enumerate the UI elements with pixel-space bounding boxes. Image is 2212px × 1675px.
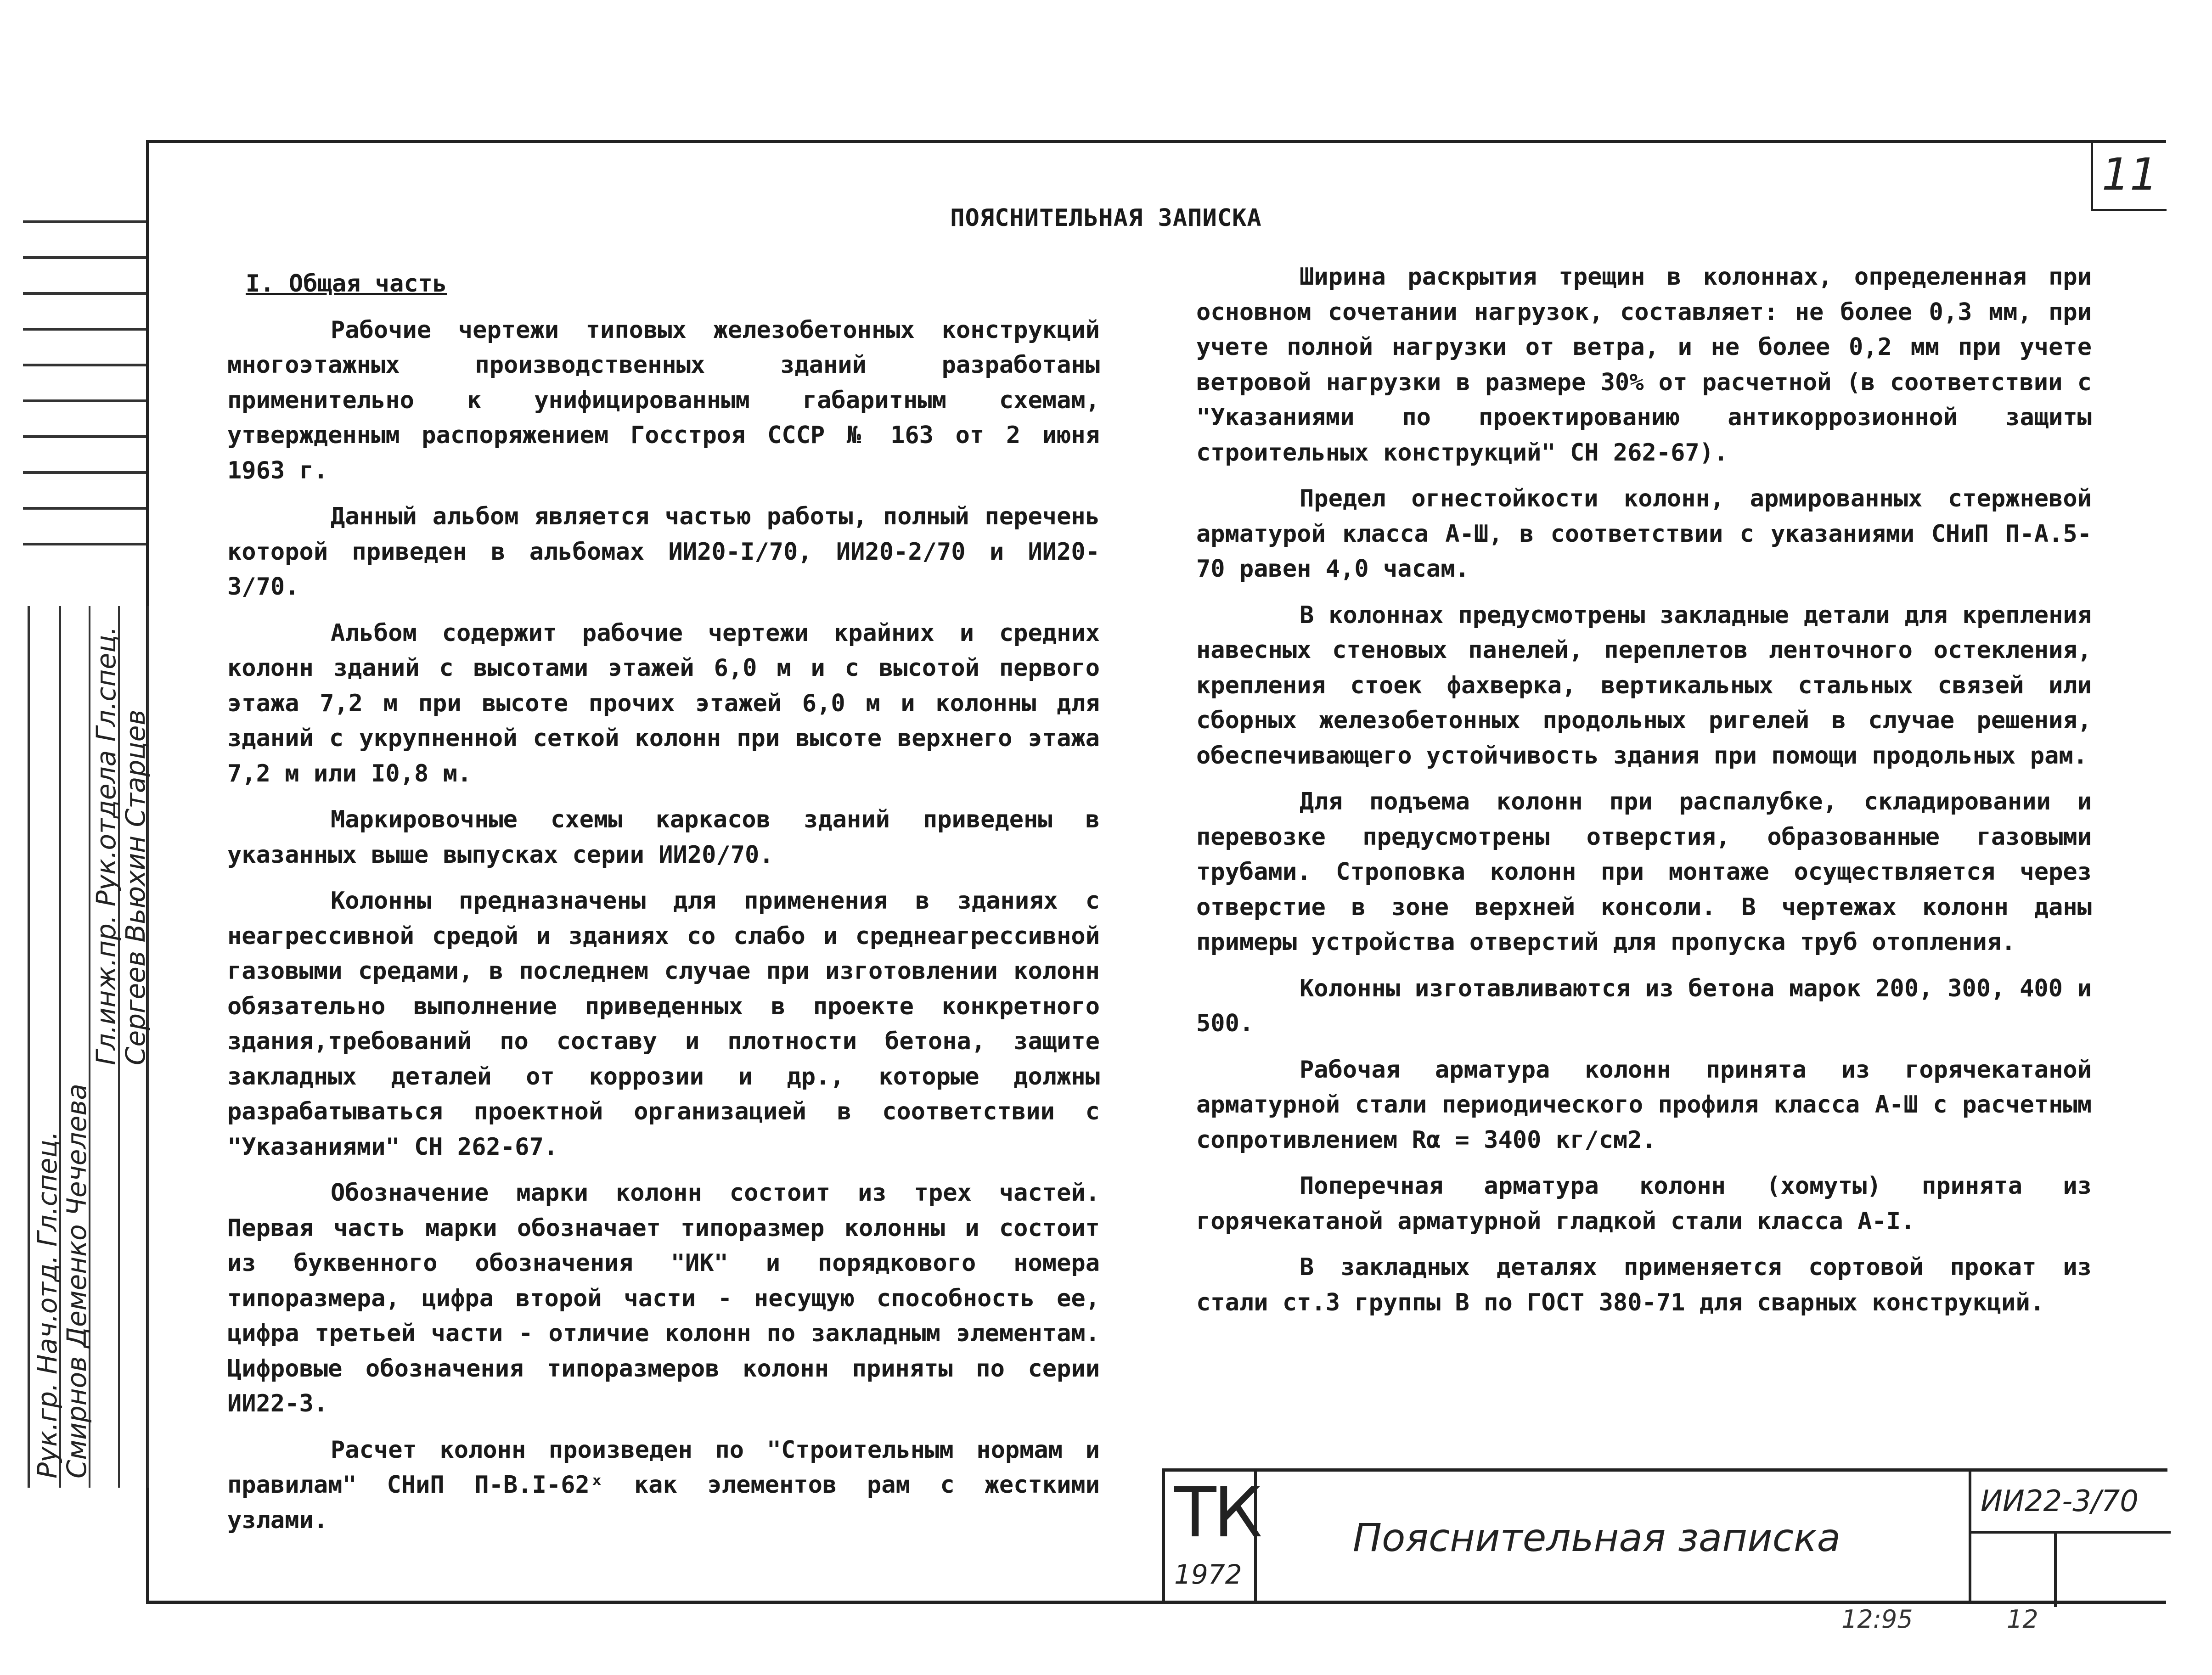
stamp-divider [2054,1534,2057,1607]
margin-ticks [23,220,146,579]
side-stamp-col3: Гл.инж.пр. Рук.отдела Гл.спец. [90,626,122,1065]
side-signature-stamp [28,606,151,1488]
page-number: 11 [2091,140,2167,211]
paragraph: Предел огнестойкости колонн, армированных стержневой арматурой класса А-Ш, в соответствии с указаниями СНиП П-А.5-70 равен 4,0 часам. [1196,485,2092,583]
footer-right-number: 12 [2007,1605,2038,1634]
stamp-document-name: Пояснительная записка [1352,1515,1841,1560]
paragraph: Для подъема колонн при распалубке, складировании и перевозке предусмотрены отверстия, образованные газовыми трубами. Строповка колонн при монтаже осуществляется через отверстие в зоне верхней консоли. В чертежах колонн даны примеры устройства отверстий для пропуска труб отопления. [1196,788,2092,956]
paragraph: Расчет колонн произведен по "Строительным нормам и правилам" СНиП П-В.I-62ˣ как элементов рам с жесткими узлами. [227,1436,1100,1534]
title-block [1162,1468,2167,1604]
paragraph: В колоннах предусмотрены закладные детали для крепления навесных стеновых панелей, переплетов ленточного остекления, крепления стоек фахверка, вертикальных стальных связей или сборных железобетонных продольных ригелей в случае решения, обеспечивающего устойчивость здания при помощи продольных рам. [1196,601,2092,770]
paragraph: Обозначение марки колонн состоит из трех частей. Первая часть марки обозначает типоразмер колонны и состоит из буквенного обозначения "ИК" и порядкового номера типоразмера, цифра второй части - несущую способность ее, цифра третьей части - отличие колонн по закладным элементам. Цифровые обозначения типоразмеров колонн приняты по серии ИИ22-3. [227,1179,1100,1417]
paragraph: Рабочие чертежи типовых железобетонных конструкций многоэтажных производственных зданий разработаны применительно к унифицированным габаритным схемам, утвержденным распоряжением Госстроя СССР № 163 от 2 июня 1963 г. [227,316,1100,484]
paragraph: Ширина раскрытия трещин в колоннах, определенная при основном сочетании нагрузок, составляет: не более 0,3 мм, при учете полной нагрузки от ветра, и не более 0,2 мм при учете ветровой нагрузки в размере 30% от расчетной (в соответствии с "Указаниями по проектированию антикоррозионной защиты строительных конструкций" СН 262-67). [1196,263,2092,467]
paragraph: Колонны предназначены для применения в зданиях с неагрессивной средой и зданиях со слабо и среднеагрессивной газовыми средами, в последнем случае при изготовлении колонн обязательно выполнение приведенных в проекте конкретного здания,требований по составу и плотности бетона, защите закладных деталей от коррозии и др., которые должны разрабатываться проектной организацией в соответствии с "Указаниями" СН 262-67. [227,887,1100,1161]
tk-cell [1165,1472,1260,1604]
stamp-code-cell [1969,1472,2171,1604]
paragraph: Рабочая арматура колонн принята из горячекатаной арматурной стали периодического профиля класса А-Ш с расчетным сопротивлением Rα = 3400 кг/см2. [1196,1056,2092,1154]
tk-year: 1972 [1174,1559,1242,1590]
side-stamp-col2: Смирнов Деменко Чечелева [61,1084,92,1478]
paragraph: Альбом содержит рабочие чертежи крайних и средних колонн зданий с высотами этажей 6,0 м и с высотой первого этажа 7,2 м при высоте прочих этажей 6,0 м и колонны для зданий с укрупненной сеткой колонн при высоте верхнего этажа 7,2 м или I0,8 м. [227,619,1100,787]
tk-mark: ТК [1174,1473,1260,1553]
section-heading: I. Общая часть [246,270,447,298]
paragraph: Маркировочные схемы каркасов зданий приведены в указанных выше выпусках серии ИИ20/70. [227,806,1100,869]
paragraph: Данный альбом является частью работы, полный перечень которой приведен в альбомах ИИ20-I/70, ИИ20-2/70 и ИИ20-3/70. [227,503,1100,601]
right-column [1196,259,2092,1331]
side-stamp-col1: Рук.гр. Нач.отд. Гл.спец. [32,1131,63,1478]
series-code: ИИ22-3/70 [1971,1472,2171,1534]
document-title: ПОЯСНИТЕЛЬНАЯ ЗАПИСКА [950,204,1262,232]
side-stamp-col4: Сергеев Вьюхин Старцев [120,709,151,1065]
paragraph: Колонны изготавливаются из бетона марок 200, 300, 400 и 500. [1196,974,2092,1037]
paragraph: Поперечная арматура колонн (хомуты) принята из горячекатаной арматурной гладкой стали класса А-I. [1196,1172,2092,1235]
footer-left-number: 12:95 [1841,1605,1913,1634]
paragraph: В закладных деталях применяется сортовой прокат из стали ст.3 группы В по ГОСТ 380-71 для сварных конструкций. [1196,1253,2092,1316]
left-column [227,266,1100,1549]
